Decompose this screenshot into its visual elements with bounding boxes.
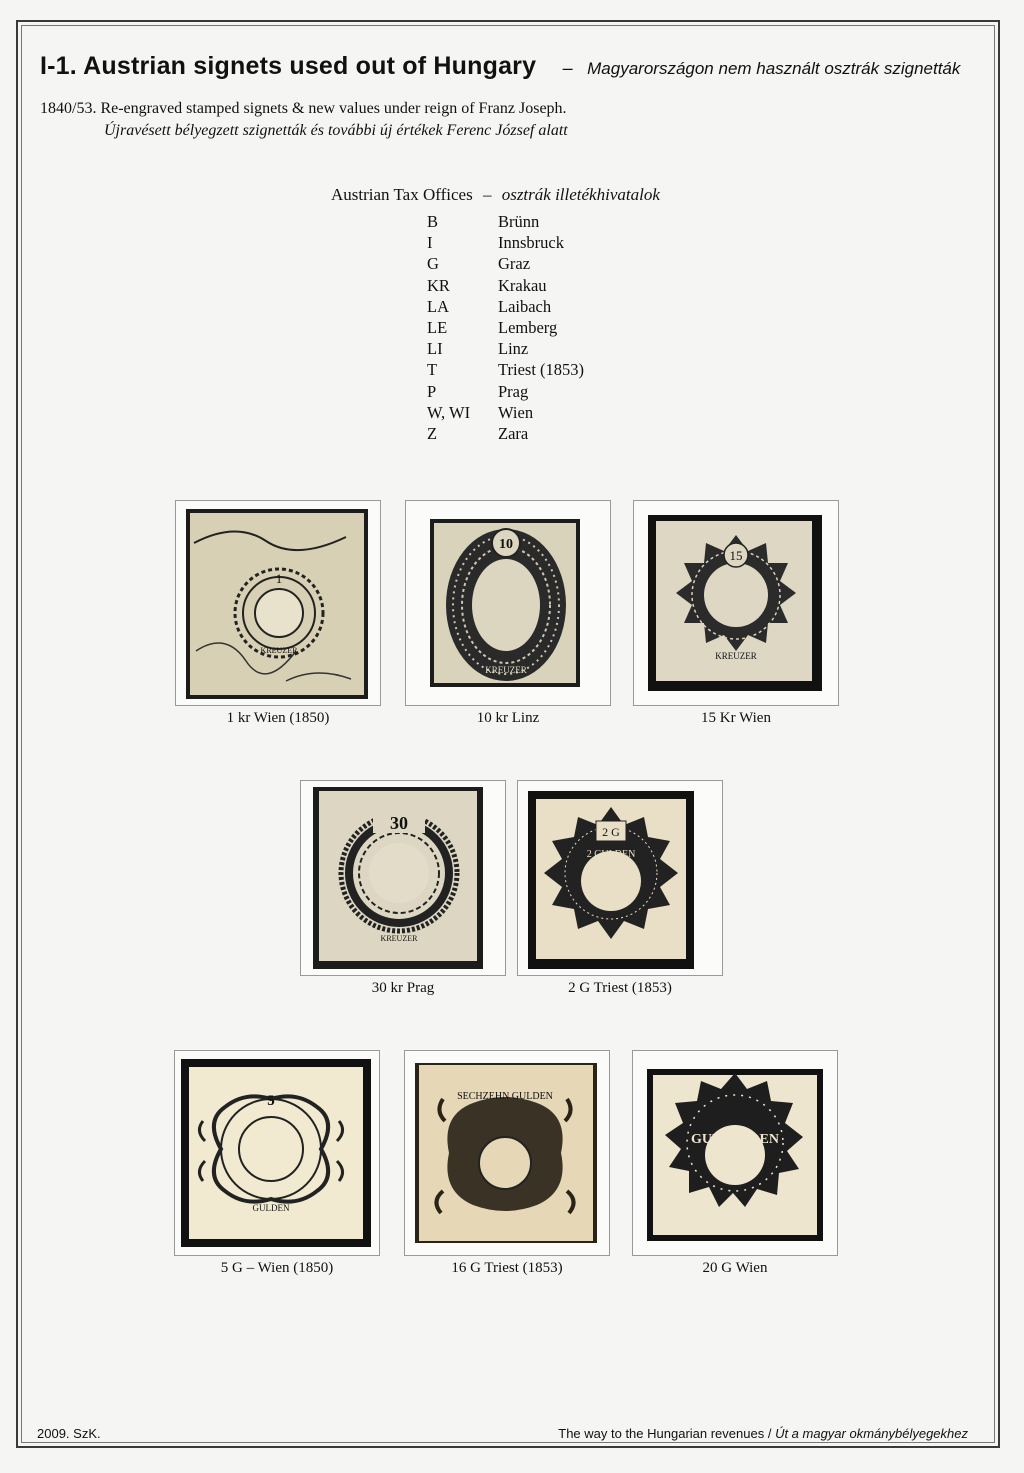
stamp-card (517, 780, 723, 976)
signet-20g-image (633, 1051, 837, 1255)
stamp-card (633, 500, 839, 706)
office-city: Krakau (498, 275, 547, 295)
office-row (427, 253, 584, 274)
footer-right (558, 1426, 968, 1441)
offices-heading (331, 185, 660, 205)
office-code: LA (427, 296, 449, 316)
svg-text:15: 15 (729, 548, 743, 563)
office-code: KR (427, 275, 450, 295)
office-code: W, WI (427, 402, 471, 422)
office-code: LE (427, 317, 448, 337)
stamp-item (632, 1050, 838, 1277)
title-subtitle-hu: Magyarországon nem használt osztrák szignetták (587, 59, 961, 78)
signet-5g-image (175, 1051, 379, 1255)
office-city: Graz (498, 254, 531, 274)
stamp-item (404, 1050, 610, 1277)
footer-left: 2009. SzK. (37, 1426, 101, 1441)
description-hu: Újravésett bélyegzett szignetták és további új értékek Ferenc József alatt (104, 122, 568, 139)
svg-text:KREUZER: KREUZER (260, 646, 298, 655)
office-city: Brünn (498, 212, 540, 231)
title-main: I-1. Austrian signets used out of Hungary (40, 52, 537, 80)
offices-list (427, 211, 584, 444)
offices-heading-hu: osztrák illetékhivatalok (501, 185, 660, 204)
footer-right-hu: Út a magyar okmánybélyegekhez (775, 1426, 968, 1441)
description-en: 1840/53. Re-engraved stamped signets & new values under reign of Franz Joseph. (40, 100, 567, 117)
svg-text:30: 30 (390, 813, 408, 833)
stamp-caption: 2 G Triest (1853) (568, 980, 672, 996)
office-city: Innsbruck (498, 233, 564, 253)
title-separator: – (562, 58, 573, 78)
signet-10kr-image (406, 501, 610, 705)
stamp-item (517, 780, 723, 997)
svg-text:10: 10 (499, 537, 513, 552)
office-row (427, 211, 584, 232)
office-row (427, 275, 584, 296)
office-city: Wien (498, 402, 534, 422)
svg-text:KREUZER: KREUZER (485, 665, 527, 675)
signet-16g-image (405, 1051, 609, 1255)
svg-text:KREUZER: KREUZER (715, 651, 757, 661)
stamp-card (174, 1050, 380, 1256)
offices-heading-en: Austrian Tax Offices (331, 185, 473, 204)
stamp-item (633, 500, 839, 727)
stamp-caption: 16 G Triest (1853) (451, 1260, 563, 1276)
office-row (427, 296, 584, 317)
stamp-caption: 30 kr Prag (371, 980, 435, 996)
office-row (427, 423, 584, 444)
office-row (427, 381, 584, 402)
office-row (427, 359, 584, 380)
office-city: Lemberg (498, 317, 558, 337)
stamp-item (405, 500, 611, 727)
svg-text:KREUZER: KREUZER (380, 934, 418, 943)
stamp-card (404, 1050, 610, 1256)
svg-text:5: 5 (267, 1093, 275, 1109)
office-code: LI (427, 339, 443, 359)
stamp-card (300, 780, 506, 976)
svg-text:SECHZEHN GULDEN: SECHZEHN GULDEN (457, 1091, 553, 1102)
signet-1kr-image (176, 501, 380, 705)
office-city: Laibach (498, 296, 552, 316)
stamp-card (175, 500, 381, 706)
office-code: P (427, 381, 437, 401)
office-row (427, 317, 584, 338)
stamp-caption: 15 Kr Wien (701, 710, 771, 726)
stamp-item (174, 1050, 380, 1277)
office-city: Zara (498, 423, 529, 443)
stamp-card (632, 1050, 838, 1256)
office-code: I (427, 233, 433, 253)
svg-text:GULDEN: GULDEN (252, 1203, 290, 1213)
office-row (427, 338, 584, 359)
signet-15kr-image (634, 501, 838, 705)
svg-text:1: 1 (275, 571, 283, 586)
office-row (427, 232, 584, 253)
footer-right-en: The way to the Hungarian revenues / (558, 1426, 772, 1441)
office-code: Z (427, 423, 438, 443)
office-city: Triest (1853) (498, 360, 585, 380)
page-title (40, 52, 960, 81)
stamp-item (175, 500, 381, 727)
office-city: Prag (498, 381, 529, 401)
svg-text:GUL. 20. DEN: GUL. 20. DEN (691, 1132, 779, 1147)
stamp-caption: 10 kr Linz (476, 710, 540, 726)
signet-2g-image (518, 781, 722, 975)
office-code: G (427, 254, 439, 274)
signet-30kr-image (301, 781, 505, 975)
stamp-caption: 1 kr Wien (1850) (226, 710, 330, 726)
office-code: B (427, 212, 439, 231)
stamp-card (405, 500, 611, 706)
office-row (427, 402, 584, 423)
svg-text:2 GULDEN: 2 GULDEN (586, 849, 636, 860)
office-city: Linz (498, 339, 529, 359)
office-code: T (427, 360, 438, 380)
svg-text:2 G: 2 G (602, 825, 620, 839)
stamp-item (300, 780, 506, 997)
offices-heading-separator: – (482, 185, 492, 204)
stamp-caption: 20 G Wien (702, 1260, 768, 1276)
stamp-caption: 5 G – Wien (1850) (220, 1260, 334, 1276)
